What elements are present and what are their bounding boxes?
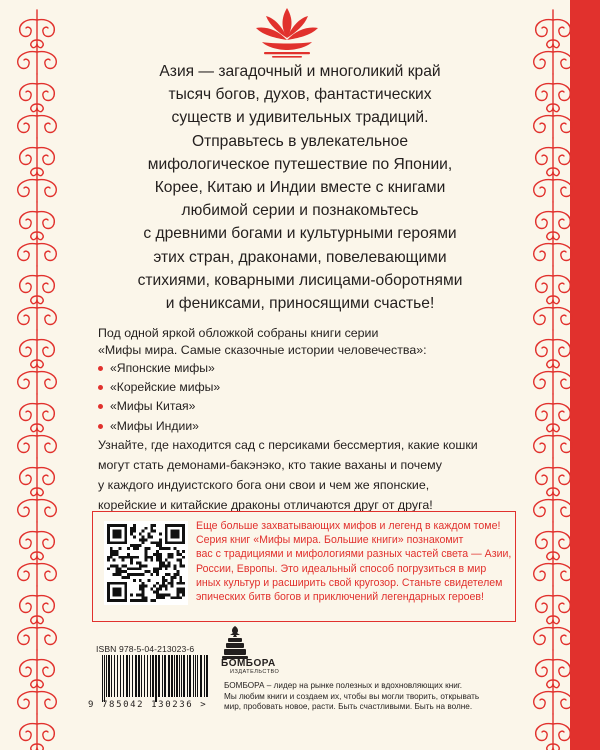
intro-line: любимой серии и познакомьтесь [181, 202, 419, 220]
intro-line: Отправьтесь в увлекательное [191, 132, 409, 150]
left-ornamental-border [12, 0, 62, 750]
publisher-about-line: БОМБОРА – лидер на рынке полезных и вдохновляющих книг. [224, 681, 463, 690]
book-title: «Корейские мифы» [110, 380, 221, 395]
book-title: «Мифы Китая» [110, 399, 196, 414]
intro-line: Корее, Китаю и Индии вместе с книгами [154, 179, 446, 197]
publisher-subtitle: ИЗДАТЕЛЬСТВО [230, 669, 280, 675]
promo-line: Еще больше захватывающих мифов и легенд в каждом томе! [196, 520, 501, 532]
isbn-barcode [98, 655, 214, 702]
series-line: Под одной яркой обложкой собраны книги серии [98, 326, 379, 340]
bombora-logo-icon [222, 624, 248, 660]
promo-line: Серия книг «Мифы мира. Большие книги» познакомит [196, 534, 464, 547]
book-list-item [98, 378, 220, 397]
promo-line: вас с традициями и мифологиями разных частей света — Азии, [196, 548, 512, 561]
book-list-item [98, 397, 220, 416]
promo-line: России, Европы. Это идеальный способ погрузиться в мир [196, 562, 487, 575]
book-list-item [98, 417, 220, 436]
promo-line: эпических битв богов и приключений легендарных героев! [196, 591, 485, 604]
lotus-icon [254, 6, 320, 60]
publisher-name: БОМБОРА [221, 658, 276, 669]
series-lead-text [98, 325, 528, 359]
qr-code[interactable] [104, 521, 188, 605]
publisher-about-line: мир, пробовать новое, расти. Быть счастливыми. Быть на волне. [224, 702, 473, 712]
intro-line: тысяч богов, духов, фантастических [168, 86, 432, 104]
promo-line: иных культур и расширить свой кругозор. Станьте свидетелем [196, 576, 503, 589]
promo-text [196, 519, 516, 604]
bullet-dot-icon [98, 366, 103, 371]
bullet-dot-icon [98, 424, 103, 429]
intro-line: стихиями, коварными лисицами-оборотнями [137, 271, 463, 289]
isbn-label: ISBN 978-5-04-213023-6 [96, 644, 195, 654]
bullet-dot-icon [98, 404, 103, 409]
intro-line: Азия — загадочный и многоликий край [159, 63, 441, 80]
book-list [98, 359, 220, 436]
barcode-digits: 9 785042 130236 > [88, 700, 208, 710]
find-out-line: у каждого индуистского бога они свои и чем же японские, [98, 478, 430, 492]
intro-line: с древними богами и культурными героями [143, 225, 457, 243]
intro-line: мифологическое путешествие по Японии, [147, 155, 453, 173]
intro-line: и фениксами, приносящими счастье! [165, 295, 435, 313]
intro-paragraph [100, 60, 500, 315]
book-list-item [98, 359, 220, 378]
intro-line: существ и удивительных традиций. [171, 109, 429, 127]
find-out-line: Узнайте, где находится сад с персиками бессмертия, какие кошки [98, 438, 478, 452]
publisher-about [224, 681, 524, 713]
find-out-line: могут стать демонами-бакэнэко, кто такие ваханы и почему [98, 458, 442, 472]
publisher-about-line: Мы любим книги и создаем их, чтобы вы могли творить, открывать [224, 691, 480, 701]
book-title: «Японские мифы» [110, 361, 215, 375]
find-out-line: корейские и китайские драконы отличаются друг от друга! [98, 498, 433, 512]
intro-line: этих стран, драконами, повелевающими [153, 248, 447, 266]
bullet-dot-icon [98, 385, 103, 390]
find-out-paragraph [98, 435, 530, 515]
book-title: «Мифы Индии» [110, 418, 199, 433]
series-line: «Мифы мира. Самые сказочные истории человечества»: [98, 343, 427, 357]
right-ornamental-border [528, 0, 578, 750]
